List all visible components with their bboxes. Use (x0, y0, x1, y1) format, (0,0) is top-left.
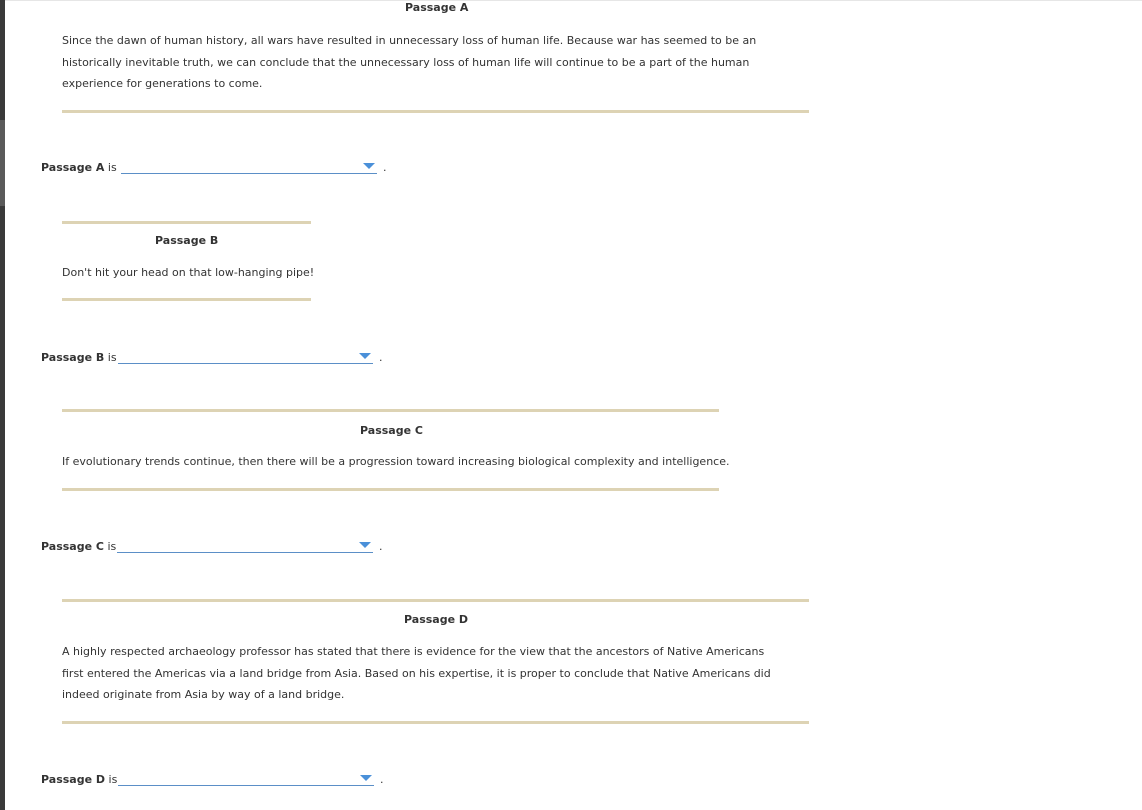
answer-c-period: . (379, 540, 383, 553)
passage-d-title: Passage D (404, 613, 469, 626)
question-a-suffix: is (104, 161, 117, 174)
question-d-suffix: is (105, 773, 118, 786)
answer-a-dropdown[interactable] (121, 159, 377, 174)
passage-d-top-rule (62, 599, 809, 602)
answer-d-dropdown[interactable] (118, 771, 374, 786)
chevron-down-icon (363, 163, 375, 169)
answer-d-period: . (380, 773, 384, 786)
chevron-down-icon (359, 542, 371, 548)
passage-b-top-rule (62, 221, 311, 224)
passage-d-text: A highly respected archaeology professor has stated that there is evidence for the view that the ancestors of Native Americans first entered the Americas via a land bridge from Asia. Based on his expertise, it is proper to conclude that Native Americans did indeed originate from Asia by way of a land bridge. (62, 645, 771, 701)
passage-c-top-rule (62, 409, 719, 412)
chevron-down-icon (359, 353, 371, 359)
answer-b-dropdown[interactable] (118, 349, 373, 364)
passage-a-bottom-rule (62, 110, 809, 113)
answer-b-period: . (379, 351, 383, 364)
question-c-bold: Passage C (41, 540, 104, 553)
passage-c-title: Passage C (360, 424, 423, 437)
left-edge-notch (0, 120, 5, 206)
answer-c-dropdown[interactable] (117, 538, 373, 553)
passage-c-text: If evolutionary trends continue, then there will be a progression toward increasing biological complexity and intelligence. (62, 455, 730, 468)
question-d-bold: Passage D (41, 773, 106, 786)
passage-b-bottom-rule (62, 298, 311, 301)
question-d-label (41, 773, 117, 786)
question-b-label (41, 351, 117, 364)
passage-a-text: Since the dawn of human history, all wars have resulted in unnecessary loss of human life. Because war has seemed to be an historically inevitable truth, we can conclude that the unnecessary loss of human life will continue to be a part of the human experience for generations to come. (62, 34, 757, 90)
passage-c-bottom-rule (62, 488, 719, 491)
passage-a-title: Passage A (405, 1, 469, 14)
passage-d-bottom-rule (62, 721, 809, 724)
question-c-label (41, 540, 116, 553)
passage-b-title: Passage B (155, 234, 219, 247)
chevron-down-icon (360, 775, 372, 781)
question-b-suffix: is (104, 351, 117, 364)
question-c-suffix: is (103, 540, 117, 553)
top-divider (5, 0, 1142, 1)
question-a-bold: Passage A (41, 161, 105, 174)
passage-b-text: Don't hit your head on that low-hanging pipe! (62, 266, 315, 279)
question-b-bold: Passage B (41, 351, 105, 364)
question-a-label (41, 161, 117, 174)
answer-a-period: . (383, 161, 387, 174)
